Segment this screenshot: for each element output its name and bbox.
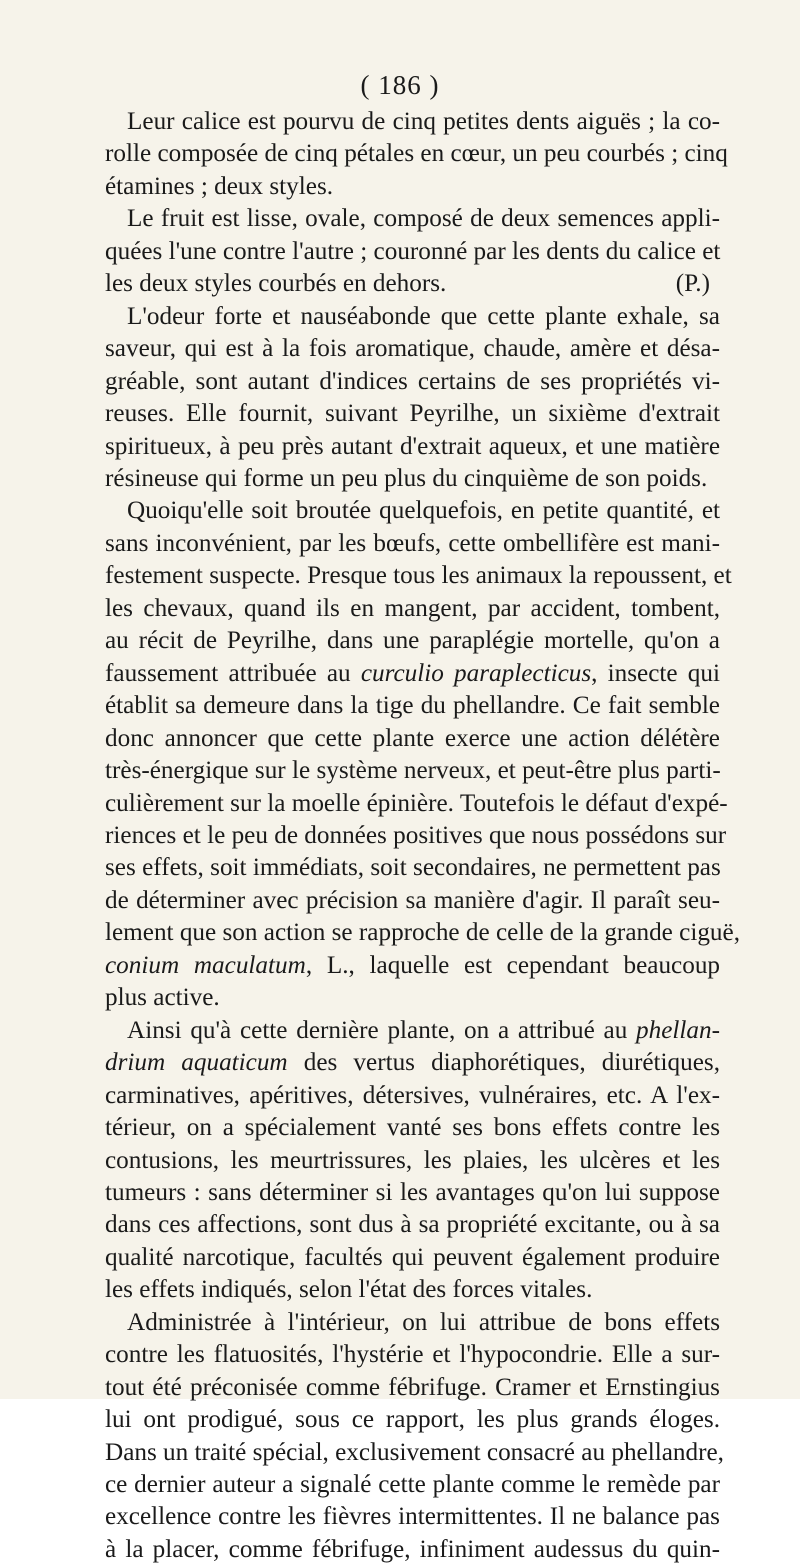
text-line: L'odeur forte et nauséabonde que cette plante exhale, sa xyxy=(127,302,720,330)
text-line: très-énergique sur le système nerveux, et peut-être plus parti- xyxy=(105,757,721,785)
text-line: térieur, on a spécialement vanté ses bons effets contre les xyxy=(105,1114,720,1142)
text-line: riences et le peu de données positives que nous possédons sur xyxy=(105,821,727,849)
text-line: contre les flatuosités, l'hystérie et l'hypocondrie. Elle a sur- xyxy=(105,1341,720,1369)
text-line: ce dernier auteur a signalé cette plante comme le remède par xyxy=(105,1471,720,1499)
text-line: faussement attribuée au curculio paraplecticus, insecte qui xyxy=(105,659,720,687)
paragraph xyxy=(105,1307,724,1566)
text-line: lui ont prodigué, sous ce rapport, les plus grands éloges. xyxy=(105,1406,720,1434)
text-line: les chevaux, quand ils en mangent, par accident, tombent, xyxy=(105,594,720,622)
text-line: carminatives, apéritives, détersives, vulnéraires, etc. A l'ex- xyxy=(105,1081,720,1109)
paragraph xyxy=(105,106,728,203)
text-line: lement que son action se rapproche de celle de la grande ciguë, xyxy=(105,919,741,947)
page-number: ( 186 ) xyxy=(360,70,440,100)
paragraph xyxy=(105,301,720,496)
text-line: sans inconvénient, par les bœufs, cette ombellifère est mani- xyxy=(105,529,720,557)
text-line: qualité narcotique, facultés qui peuvent également produire xyxy=(105,1243,720,1271)
text-line: culièrement sur la moelle épinière. Toutefois le défaut d'expé- xyxy=(105,789,728,817)
text-line: étamines ; deux styles. xyxy=(105,172,334,200)
text-line: résineuse qui forme un peu plus du cinquième de son poids. xyxy=(105,464,708,492)
text-line: ses effets, soit immédiats, soit secondaires, ne permettent pas xyxy=(105,854,721,882)
text-line: Ainsi qu'à cette dernière plante, on a attribué au phellan- xyxy=(127,1016,720,1044)
text-line: Leur calice est pourvu de cinq petites dents aiguës ; la co- xyxy=(127,108,720,135)
text-line: gréable, sont autant d'indices certains de ses propriétés vi- xyxy=(105,367,720,395)
paragraph xyxy=(105,495,741,1014)
paragraph xyxy=(105,203,720,300)
text-line: drium aquaticum des vertus diaphorétiques, diurétiques, xyxy=(105,1049,720,1077)
text-line: spiritueux, à peu près autant d'extrait aqueux, et une matière xyxy=(105,432,720,460)
text-line: excellence contre les fièvres intermittentes. Il ne balance pas xyxy=(105,1503,720,1531)
text-line: Dans un traité spécial, exclusivement consacré au phellandre, xyxy=(105,1438,724,1466)
text-line: conium maculatum, L., laquelle est cependant beaucoup xyxy=(105,951,721,979)
text-line: saveur, qui est à la fois aromatique, chaude, amère et désa- xyxy=(105,335,720,363)
text-line: dans ces affections, sont dus à sa propriété excitante, ou à sa xyxy=(105,1211,720,1239)
text-line: contusions, les meurtrissures, les plaies, les ulcères et les xyxy=(105,1146,720,1174)
text-line: de déterminer avec précision sa manière d'agir. Il paraît seu- xyxy=(105,886,720,914)
text-line: tout été préconisée comme fébrifuge. Cramer et Ernstingius xyxy=(105,1373,720,1401)
text-line: les effets indiqués, selon l'état des forces vitales. xyxy=(105,1276,593,1304)
text-line: Le fruit est lisse, ovale, composé de deux semences appli- xyxy=(127,205,720,233)
text-line: Quoiqu'elle soit broutée quelquefois, en petite quantité, et xyxy=(127,497,720,525)
text-line: à la placer, comme fébrifuge, infiniment audessus du quin- xyxy=(105,1535,720,1563)
paragraph xyxy=(105,1015,720,1307)
text-line: Administrée à l'intérieur, on lui attribue de bons effets xyxy=(127,1308,720,1336)
text-body xyxy=(105,106,741,1566)
text-line: établit sa demeure dans la tige du phellandre. Ce fait semble xyxy=(105,692,720,720)
text-line: donc annoncer que cette plante exerce une action délétère xyxy=(105,724,720,752)
text-line: au récit de Peyrilhe, dans une paraplégie mortelle, qu'on a xyxy=(105,627,720,655)
text-line: rolle composée de cinq pétales en cœur, un peu courbés ; cinq xyxy=(105,140,728,168)
text-line: reuses. Elle fournit, suivant Peyrilhe, un sixième d'extrait xyxy=(105,400,720,428)
text-line: plus active. xyxy=(105,984,220,1012)
text-line: festement suspecte. Presque tous les animaux la repoussent, et xyxy=(105,562,732,590)
text-line: quées l'une contre l'autre ; couronné par les dents du calice et xyxy=(105,237,721,265)
text-line: tumeurs : sans déterminer si les avantages qu'on lui suppose xyxy=(105,1178,720,1206)
text-line: les deux styles courbés en dehors. (P.) xyxy=(105,270,710,298)
